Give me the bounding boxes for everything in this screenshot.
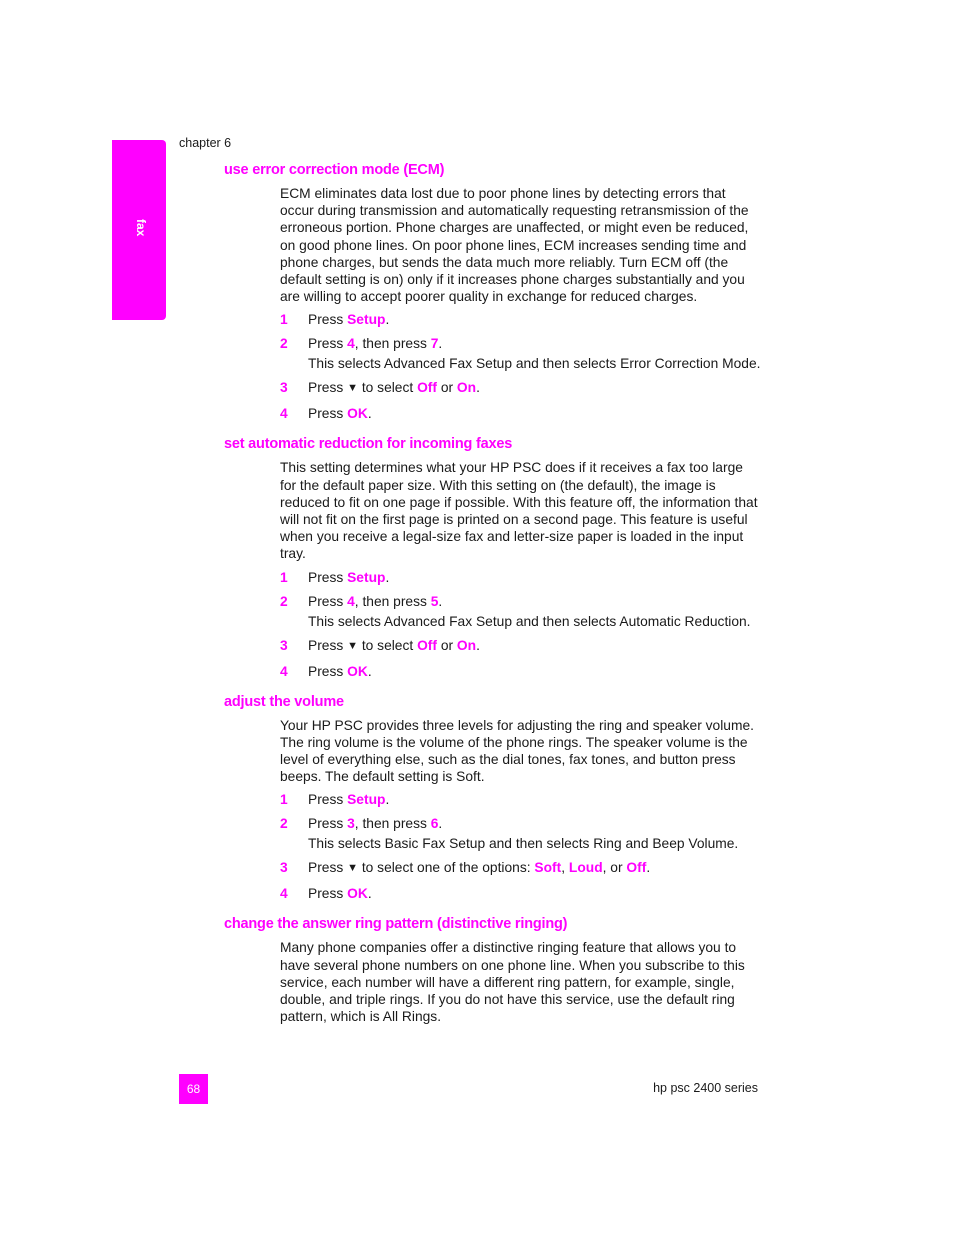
section-paragraph: This setting determines what your HP PSC does if it receives a fax too large for the default paper size. With this setting on (the default), the image is reduced to fit on one page if possible. With this feature off, the information that will not fit on the first page is printed on a second page. This feature is useful when you receive a legal-size fax and letter-size paper is loaded in the input tray. [280,460,758,562]
key-label: 3 [347,816,355,832]
key-label: Setup [347,569,386,585]
step-item: 3 Press ▼ to select Off or On. [280,637,764,656]
steps-list [280,569,764,680]
key-label: 6 [430,816,439,832]
key-label: 4 [347,593,355,609]
key-label: Loud [568,860,603,876]
step-note: This selects Advanced Fax Setup and then selects Error Correction Mode. [308,356,761,372]
step-number: 1 [280,792,288,808]
section-title: set automatic reduction for incoming faxes [224,436,513,453]
key-label: 7 [430,336,439,352]
key-label: Off [417,380,437,396]
step-number: 2 [280,336,288,352]
section-paragraph: ECM eliminates data lost due to poor phone lines by detecting errors that occur during transmission and automatically requesting retransmission of the erroneous portion. Phone charges are unaffected, or might even be reduced, on good phone lines. On poor phone lines, ECM increases sending time and phone charges, but sends the data much more reliably. Turn ECM off (the default setting is on) only if it increases phone charges substantially and you are willing to accept poorer quality in exchange for reduced charges. [280,186,749,305]
steps-list [280,791,764,902]
key-label: Off [626,860,647,876]
step-item: 4 Press OK. [280,406,372,422]
section-title: change the answer ring pattern (distinctive ringing) [224,916,568,933]
step-note: This selects Basic Fax Setup and then selects Ring and Beep Volume. [308,836,739,852]
step-number: 1 [280,569,288,585]
key-label: Soft [534,860,562,876]
key-label: On [456,380,477,396]
step-item: 2 Press 4, then press 5. This selects Advanced Fax Setup and then selects Automatic Reduction. [280,593,764,630]
key-label: Off [417,637,437,653]
down-arrow-icon: ▼ [347,862,358,875]
step-item: 2 Press 3, then press 6. This selects Basic Fax Setup and then selects Ring and Beep Volume. [280,815,764,852]
key-label: Setup [347,792,386,808]
section-title: use error correction mode (ECM) [224,162,445,178]
step-item: 4 Press OK. [280,886,372,902]
section-title: adjust the volume [224,693,344,710]
step-item: 3 Press ▼ to select one of the options: Soft, Loud, or Off. [280,859,764,878]
step-item: 1 Press Setup. [280,792,390,808]
step-item: 4 Press OK. [280,663,372,679]
step-number: 4 [280,663,288,679]
footer-product-title: hp psc 2400 series [653,1081,758,1095]
section-ecm [224,162,764,422]
step-number: 2 [280,593,288,609]
key-label: Setup [347,312,386,328]
step-number: 3 [280,637,288,653]
key-label: OK [347,406,368,422]
step-item: 2 Press 4, then press 7. This selects Advanced Fax Setup and then selects Error Correction Mode. [280,335,764,372]
key-label: 5 [430,593,439,609]
page-number: 68 [179,1074,208,1104]
section-paragraph: Many phone companies offer a distinctive ringing feature that allows you to have several phone numbers on one phone line. When you subscribe to this service, each number will have a different ring pattern, for example, single, double, and triple rings. If you do not have this service, use the default ring pattern, which is All Rings. [280,940,745,1025]
step-number: 3 [280,380,288,396]
down-arrow-icon: ▼ [347,382,358,395]
key-label: 4 [347,336,355,352]
key-label: OK [347,886,368,902]
steps-list [280,311,764,422]
step-item: 3 Press ▼ to select Off or On. [280,379,764,398]
section-paragraph: Your HP PSC provides three levels for adjusting the ring and speaker volume. The ring volume is the volume of the phone rings. The speaker volume is the level of everything else, such as the dial tones, fax tones, and button press beeps. The default setting is Soft. [280,717,754,785]
step-note: This selects Advanced Fax Setup and then selects Automatic Reduction. [308,613,751,629]
section-distinctive-ringing [224,916,764,1025]
step-number: 3 [280,860,288,876]
key-label: OK [347,663,368,679]
chapter-label: chapter 6 [179,136,232,150]
step-item: 1 Press Setup. [280,569,390,585]
side-tab-label: fax [134,219,148,237]
step-number: 4 [280,886,288,902]
step-number: 4 [280,406,288,422]
section-volume [224,694,764,903]
section-auto-reduction [224,436,764,679]
down-arrow-icon: ▼ [347,639,358,652]
key-label: On [456,637,477,653]
step-number: 1 [280,312,288,328]
step-number: 2 [280,816,288,832]
step-item: 1 Press Setup. [280,312,390,328]
main-content [224,162,764,1039]
